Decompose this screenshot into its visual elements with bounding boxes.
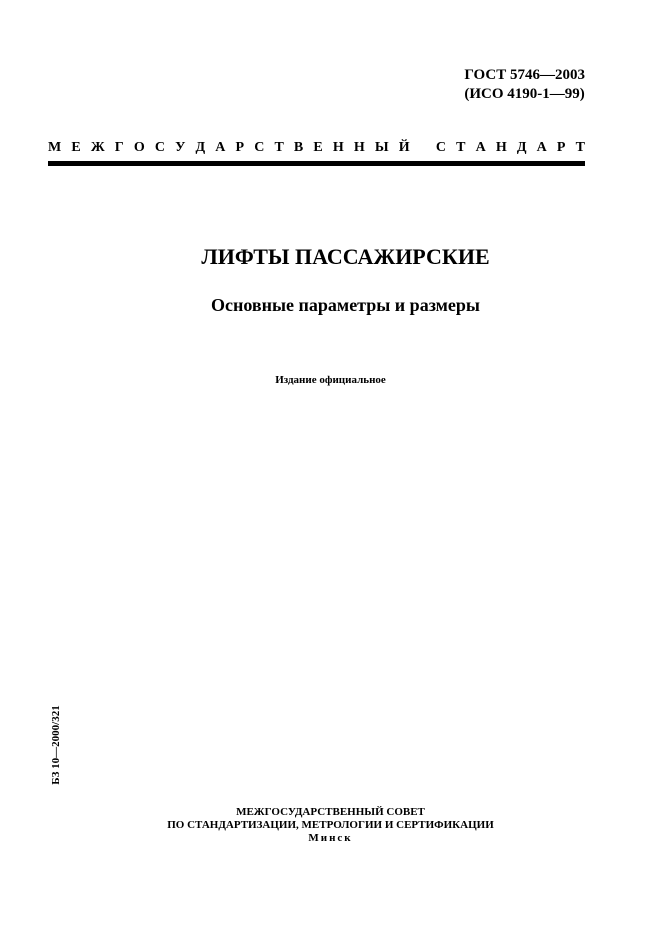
heading-letter: М xyxy=(48,140,62,155)
publisher-city: Минск xyxy=(308,832,353,844)
interstate-standard-heading xyxy=(48,140,585,156)
heading-letter: Р xyxy=(235,140,245,155)
document-subtitle: Основные параметры и размеры xyxy=(211,295,480,315)
heading-rule xyxy=(48,161,585,166)
edition-note: Издание официальное xyxy=(275,374,386,386)
heading-letter: Р xyxy=(556,140,566,155)
heading-letter: Т xyxy=(274,140,284,155)
heading-letter: С xyxy=(435,140,447,155)
heading-letter: Т xyxy=(575,140,585,155)
document-number-block xyxy=(464,66,585,104)
heading-letter: В xyxy=(293,140,304,155)
standard-number: ГОСТ 5746—2003 xyxy=(464,67,585,83)
heading-letter: Д xyxy=(516,140,527,155)
heading-letter: С xyxy=(254,140,265,155)
publisher-line-1: МЕЖГОСУДАРСТВЕННЫЙ СОВЕТ xyxy=(236,806,425,818)
publisher-line-2: ПО СТАНДАРТИЗАЦИИ, МЕТРОЛОГИИ И СЕРТИФИКАЦИИ xyxy=(167,819,494,831)
side-code: БЗ 10—2000/321 xyxy=(50,705,62,785)
heading-letter: Ж xyxy=(90,140,105,155)
iso-number: (ИСО 4190-1—99) xyxy=(464,86,585,102)
heading-letter: Е xyxy=(71,140,81,155)
heading-letter: Н xyxy=(495,140,507,155)
heading-letter: Н xyxy=(353,140,365,155)
heading-letter: Й xyxy=(398,140,410,155)
heading-letter: У xyxy=(175,140,186,155)
heading-letter: А xyxy=(215,140,226,155)
heading-letter: Г xyxy=(114,140,124,155)
heading-letter: О xyxy=(133,140,145,155)
heading-letter: Ы xyxy=(374,140,389,155)
heading-letter: Д xyxy=(195,140,206,155)
heading-letter: Е xyxy=(313,140,323,155)
heading-word-gap xyxy=(420,140,426,156)
heading-letter: Т xyxy=(456,140,466,155)
heading-letter: А xyxy=(536,140,547,155)
publisher-block xyxy=(0,806,661,845)
heading-letter: А xyxy=(475,140,486,155)
heading-letter: С xyxy=(154,140,165,155)
heading-letter: Н xyxy=(332,140,344,155)
document-title: ЛИФТЫ ПАССАЖИРСКИЕ xyxy=(201,244,490,269)
